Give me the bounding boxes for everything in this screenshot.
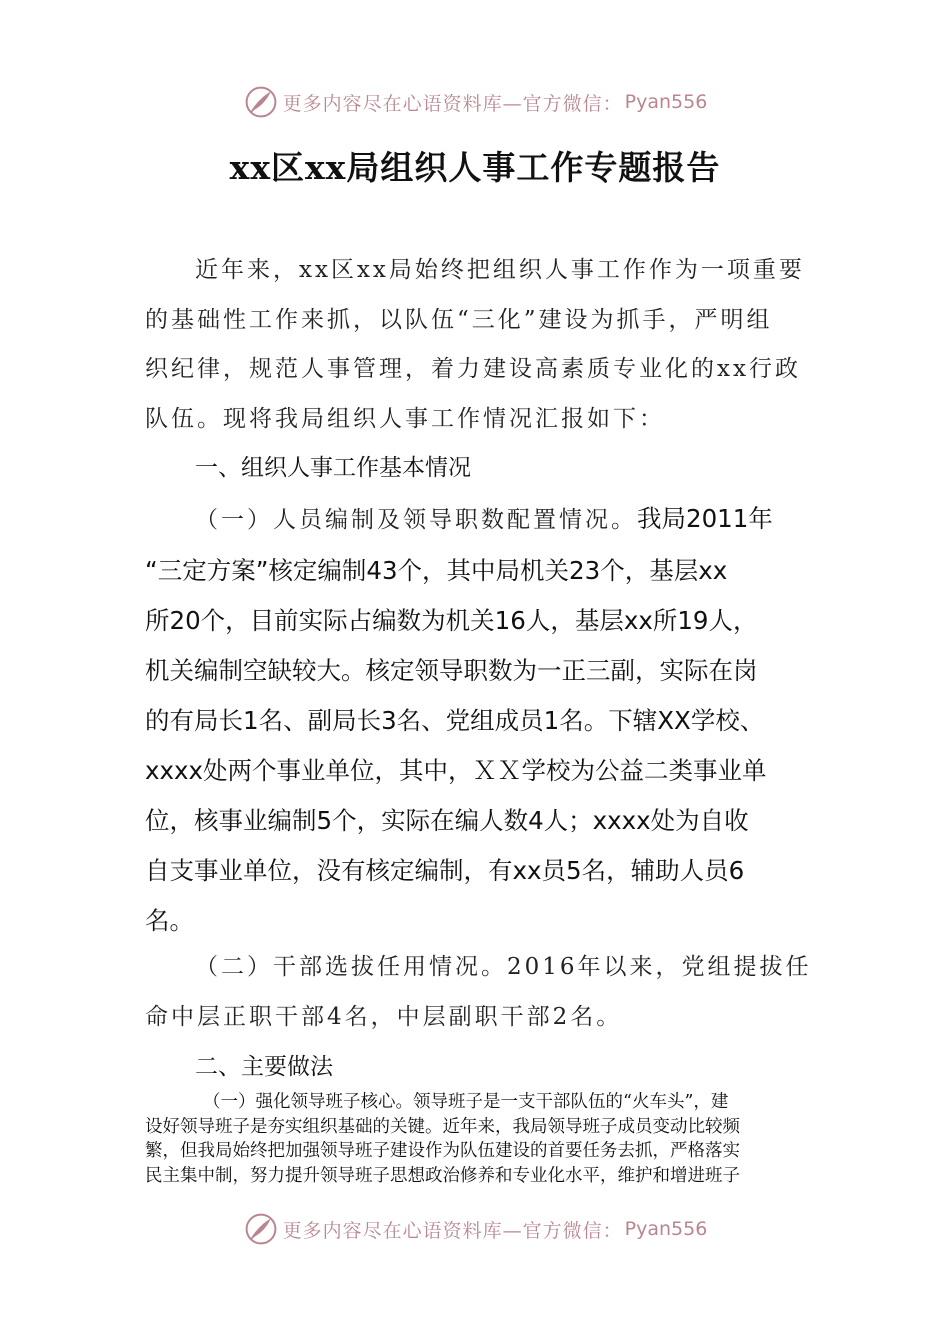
section-1-sub2 bbox=[145, 943, 835, 1042]
sub1-line: 所20个，目前实际占编数为机关16人，基层xx所19人， bbox=[145, 605, 758, 635]
sub2-line: 命中层正职干部4名，中层副职干部2名。 bbox=[145, 1003, 623, 1030]
sub1-line: 的有局长1名、副局长3名、党组成员1名。下辖XX学校、 bbox=[145, 705, 765, 735]
footer-watermark-banner bbox=[0, 1209, 950, 1249]
intro-line: 近年来，xx区xx局始终把组织人事工作作为一项重要 bbox=[195, 257, 805, 283]
sub2-line: （二）干部选拔任用情况。2016年以来，党组提拔任 bbox=[195, 954, 812, 980]
watermark-text: 更多内容尽在心语资料库—官方微信： bbox=[282, 1219, 623, 1242]
section-2-heading-block bbox=[145, 1043, 835, 1093]
intro-paragraph bbox=[145, 246, 835, 444]
section-2-line: （一）强化领导班子核心。领导班子是一支干部队伍的“火车头”，建 bbox=[203, 1092, 729, 1112]
sub1-line1-text: 我局2011年 bbox=[637, 504, 773, 533]
section-1-heading-block bbox=[145, 444, 835, 494]
intro-line: 织纪律，规范人事管理，着力建设高素质专业化的xx行政 bbox=[145, 356, 801, 382]
section-1-heading: 一、组织人事工作基本情况 bbox=[195, 455, 471, 481]
section-2-sub1 bbox=[145, 1090, 835, 1188]
header-watermark-banner bbox=[0, 82, 950, 122]
section-2-heading: 二、主要做法 bbox=[195, 1054, 333, 1080]
watermark-text: 更多内容尽在心语资料库—官方微信： bbox=[282, 92, 623, 115]
sub1-label: （一）人员编制及领导职数配置情况。 bbox=[195, 507, 637, 533]
intro-line: 队伍。现将我局组织人事工作情况汇报如下： bbox=[145, 405, 665, 432]
quill-logo-icon bbox=[243, 84, 279, 120]
sub1-first-line bbox=[145, 494, 835, 546]
wechat-id: Pyan556 bbox=[624, 91, 708, 113]
sub1-line: 机关编制空缺较大。核定领导职数为一正三副，实际在岗 bbox=[145, 655, 758, 685]
sub1-line: xxxx处两个事业单位，其中，ＸＸ学校为公益二类事业单 bbox=[145, 755, 767, 785]
document-title: xx区xx局组织人事工作专题报告 bbox=[229, 148, 721, 187]
section-1-sub1 bbox=[145, 494, 835, 946]
quill-logo-icon bbox=[243, 1211, 279, 1247]
intro-line: 的基础性工作来抓，以队伍“三化”建设为抓手，严明组 bbox=[145, 306, 773, 333]
sub1-line: 位，核事业编制5个，实际在编人数4人；xxxx处为自收 bbox=[145, 805, 749, 835]
sub1-line: “三定方案”核定编制43个，其中局机关23个，基层xx bbox=[145, 555, 728, 585]
section-2-line: 设好领导班子是夯实组织基础的关键。近年来，我局领导班子成员变动比较频 bbox=[145, 1116, 740, 1137]
section-2-line: 民主集中制，努力提升领导班子思想政治修养和专业化水平，维护和增进班子 bbox=[145, 1165, 740, 1186]
sub1-line: 名。 bbox=[145, 905, 194, 935]
section-2-line: 繁，但我局始终把加强领导班子建设作为队伍建设的首要任务去抓，严格落实 bbox=[145, 1141, 740, 1161]
wechat-id: Pyan556 bbox=[624, 1218, 708, 1240]
sub1-line: 自支事业单位，没有核定编制，有xx员5名，辅助人员6 bbox=[145, 855, 745, 885]
